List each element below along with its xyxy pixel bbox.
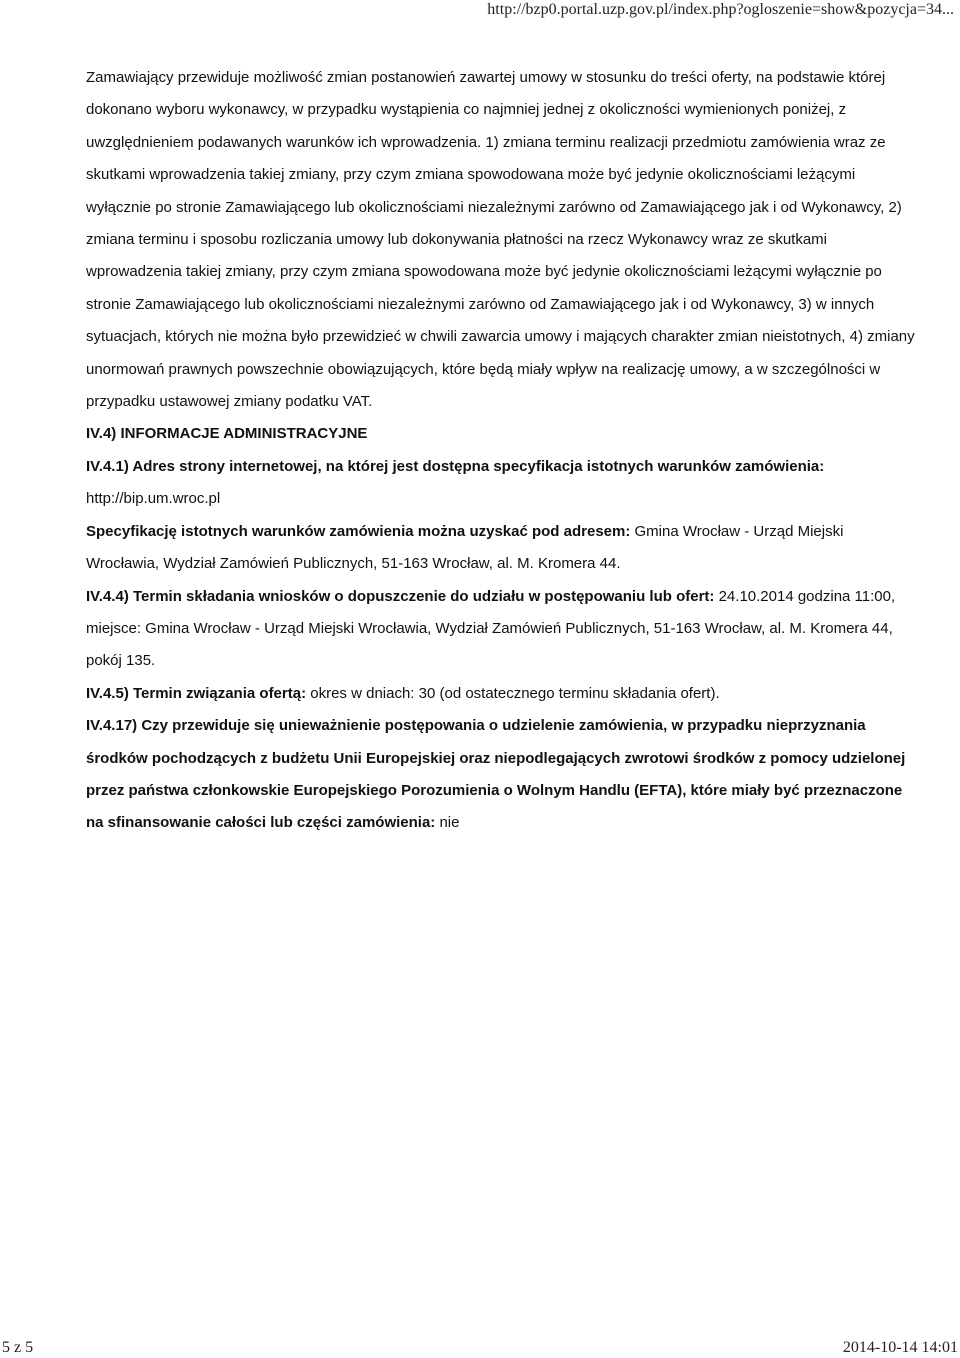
section-heading: IV.4) INFORMACJE ADMINISTRACYJNE xyxy=(86,425,368,443)
website-address-value: http://bip.um.wroc.pl xyxy=(86,490,221,508)
page-footer xyxy=(0,1338,960,1358)
submission-deadline-item xyxy=(86,581,916,678)
website-address-item xyxy=(86,451,916,516)
cancellation-clause-value: nie xyxy=(439,814,460,832)
offer-validity-value: okres w dniach: 30 (od ostatecznego terminu składania ofert). xyxy=(310,684,720,702)
specification-address-label: Specyfikację istotnych warunków zamówienia można uzyskać pod adresem: xyxy=(86,522,631,540)
offer-validity-label: IV.4.5) Termin związania ofertą: xyxy=(86,684,307,702)
specification-address-item xyxy=(86,516,916,581)
offer-validity-item xyxy=(86,678,916,710)
contract-changes-paragraph: Zamawiający przewiduje możliwość zmian postanowień zawartej umowy w stosunku do treści oferty, na podstawie której dokonano wyboru wykonawcy, w przypadku wystąpienia co najmniej jednej z okoliczności wymienionych poniżej, z uwzględnieniem podawanych warunków ich wprowadzenia. 1) zmiana terminu realizacji przedmiotu zamówienia wraz ze skutkami wprowadzenia takiej zmiany, przy czym zmiana spowodowana może być jedynie okolicznościami leżącymi wyłącznie po stronie Zamawiającego lub okolicznościami niezależnymi zarówno od Zamawiającego jak i od Wykonawcy, 2) zmiana terminu i sposobu rozliczania umowy lub dokonywania płatności na rzecz Wykonawcy wraz ze skutkami wprowadzenia takiej zmiany, przy czym zmiana spowodowana może być jedynie okolicznościami leżącymi wyłącznie po stronie Zamawiającego lub okolicznościami niezależnymi zarówno od Zamawiającego jak i od Wykonawcy, 3) w innych sytuacjach, których nie można było przewidzieć w chwili zawarcia umowy i mających charakter zmian nieistotnych, 4) zmiany unormowań prawnych powszechnie obowiązujących, które będą miały wpływ na realizację umowy, a w szczególności w przypadku ustawowej zmiany podatku VAT. xyxy=(86,69,915,411)
submission-deadline-value: 24.10.2014 godzina 11:00, miejsce: Gmina Wrocław - Urząd Miejski Wrocławia, Wydział Zamówień Publicznych, 51-163 Wrocław, al. M. Kromera 44, pokój 135. xyxy=(86,587,896,670)
specification-address-value: Gmina Wrocław - Urząd Miejski Wrocławia, Wydział Zamówień Publicznych, 51-163 Wrocław, al. M. Kromera 44. xyxy=(86,522,844,573)
print-datetime: 2014-10-14 14:01 xyxy=(842,1339,958,1356)
cancellation-clause-item xyxy=(86,710,916,840)
cancellation-clause-label: IV.4.17) Czy przewiduje się unieważnienie postępowania o udzielenie zamówienia, w przypadku nieprzyznania środków pochodzących z budżetu Unii Europejskiej oraz niepodlegających zwrotowi środków z pomocy udzielonej przez państwa członkowskie Europejskiego Porozumienia o Wolnym Handlu (EFTA), które miały być przeznaczone na sfinansowanie całości lub części zamówienia: xyxy=(86,717,906,832)
document-body xyxy=(86,62,916,840)
submission-deadline-label: IV.4.4) Termin składania wniosków o dopuszczenie do udziału w postępowaniu lub ofert: xyxy=(86,587,715,605)
website-address-label: IV.4.1) Adres strony internetowej, na której jest dostępna specyfikacja istotnych warunków zamówienia: xyxy=(86,457,825,475)
page-number: 5 z 5 xyxy=(2,1339,34,1356)
page-header-url: http://bzp0.portal.uzp.gov.pl/index.php?ogloszenie=show&pozycja=34... xyxy=(487,1,954,18)
